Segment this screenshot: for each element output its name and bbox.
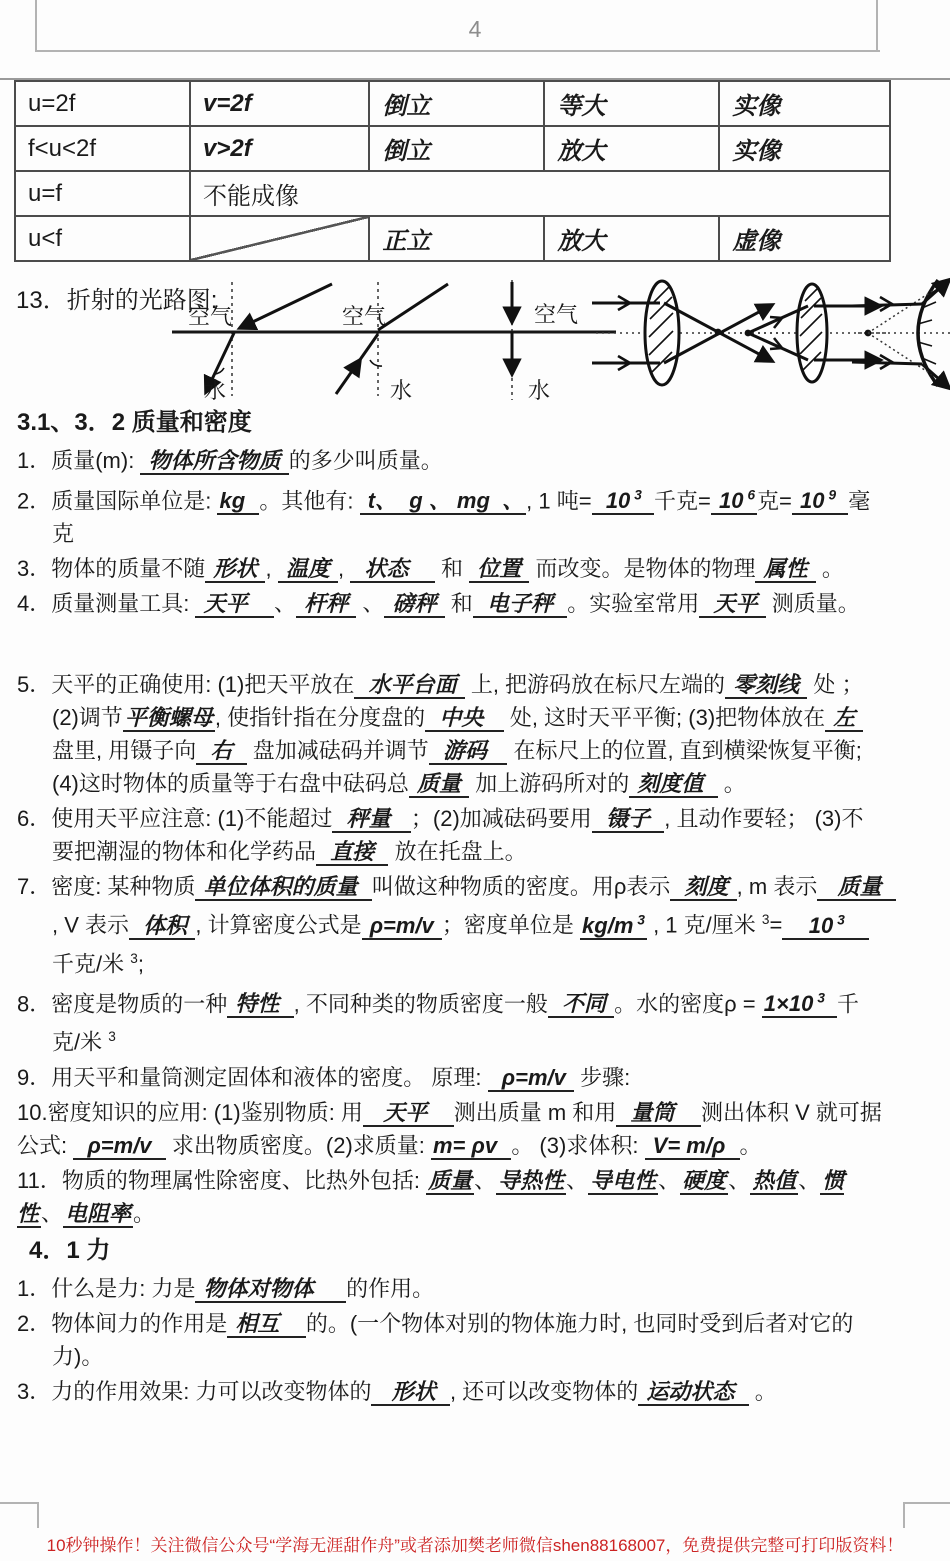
text-run: 加上游码所对的 xyxy=(469,771,630,797)
text-run: 。 xyxy=(739,1132,762,1158)
note-item xyxy=(17,479,885,550)
text-run: 千克= xyxy=(654,488,711,514)
text-run: 测质量。 xyxy=(765,591,860,617)
blank-answer: 9 xyxy=(826,488,838,515)
blank-answer: 形状 xyxy=(373,1378,449,1404)
blank-answer: 右 xyxy=(198,738,245,764)
blank-answer: ρ=m/v xyxy=(363,912,440,938)
page-edge-mark xyxy=(876,0,878,51)
blank-answer: V= m/ρ xyxy=(646,1132,738,1158)
table-row xyxy=(15,171,890,216)
page-edge-mark xyxy=(903,1502,905,1528)
text-run: 。 xyxy=(717,771,746,797)
table-cell: 等大 xyxy=(544,81,719,126)
text-run: 、 xyxy=(41,1200,64,1226)
table-cell: 倒立 xyxy=(369,126,544,171)
blank-answer: ρ=m/v xyxy=(75,1132,164,1158)
blank-answer: 刻度值 xyxy=(631,771,716,797)
table-cell: 实像 xyxy=(719,126,890,171)
text-run: ；密度单位是 xyxy=(441,912,581,938)
text-run: 在标尺上的位置, 直到横梁恢复平衡; (4)这时物体的质量等于右盘中砝码总 xyxy=(52,738,862,797)
section-heading: 3.1、3．2 质量和密度 xyxy=(17,409,252,436)
text-run: 。 (3)求体积: xyxy=(511,1132,645,1158)
superscript: 3 xyxy=(130,950,138,966)
superscript: 3 xyxy=(761,912,770,928)
blank-answer xyxy=(838,488,848,515)
text-run: 。 xyxy=(133,1200,156,1226)
blank-answer: 10 xyxy=(793,488,825,514)
light-path-diagrams xyxy=(0,276,950,404)
text-run: , 计算密度公式是 xyxy=(195,912,362,938)
note-item xyxy=(17,870,894,980)
blank-answer: 10 xyxy=(593,488,631,514)
table-row xyxy=(15,126,890,171)
refraction-normal-incidence-diagram xyxy=(466,280,616,403)
blank-answer: 质量 xyxy=(428,1167,473,1193)
blank-answer: 形状 xyxy=(207,556,264,582)
blank-answer: 导热性 xyxy=(498,1167,565,1193)
note-item xyxy=(17,552,885,585)
blank-answer: 物体对物体 xyxy=(197,1275,345,1301)
sections xyxy=(17,402,894,1410)
text-run: 。实验室常用 xyxy=(567,591,700,617)
svg-text:空气: 空气 xyxy=(188,304,233,329)
blank-answer: 质量 xyxy=(410,771,468,797)
footer-promo: 10秒钟操作！关注微信公众号“学海无涯甜作舟”或者添加樊老师微信shen88168007，免费提供完整可打印版资料！ xyxy=(46,1536,904,1555)
text-run: , xyxy=(265,556,278,582)
text-run: 4．质量测量工具: xyxy=(17,591,196,617)
note-item xyxy=(17,802,885,868)
text-run: = xyxy=(769,912,783,938)
text-run: , 1 克/厘米 xyxy=(646,912,762,938)
blank-answer: 3 xyxy=(632,488,644,515)
blank-answer: 3 xyxy=(815,991,827,1018)
text-run: , 使指针指在分度盘的 xyxy=(214,705,426,731)
text-run: , m 表示 xyxy=(736,874,818,900)
blank-answer: 3 xyxy=(835,913,847,940)
svg-text:水: 水 xyxy=(204,378,227,403)
text-run: 叫做这种物质的密度。用ρ表示 xyxy=(371,874,671,900)
text-run: 放在托盘上。 xyxy=(388,839,527,865)
blank-answer: 电子秤 xyxy=(474,591,566,617)
text-run: 的作用。 xyxy=(346,1275,435,1301)
text-run: , V 表示 xyxy=(52,912,130,938)
text-run: 和 xyxy=(434,556,470,582)
text-run: 的。(一个物体对别的物体施力时, 也同时受到后者对它的力)。 xyxy=(52,1310,854,1369)
blank-answer: 天平 xyxy=(364,1099,452,1125)
text-run: ；(2)加减砝码要用 xyxy=(410,806,592,832)
note-item xyxy=(17,587,885,620)
table-cell: v>2f xyxy=(190,126,369,171)
blank-answer: t、 g 、 mg 、 xyxy=(361,488,525,514)
text-run: 11．物质的物理属性除密度、比热外包括: xyxy=(17,1167,427,1193)
note-item xyxy=(17,1307,885,1373)
svg-text:空气: 空气 xyxy=(534,302,579,327)
blank-answer xyxy=(827,991,837,1018)
text-run: 。 xyxy=(748,1378,777,1404)
blank-answer: 属性 xyxy=(757,556,814,582)
svg-text:空气: 空气 xyxy=(342,304,387,329)
note-item xyxy=(17,1164,885,1230)
blank-answer: 温度 xyxy=(279,556,336,582)
blank-answer: 天平 xyxy=(197,591,273,617)
text-run: 而改变。是物体的物理 xyxy=(529,556,756,582)
table-cell: 倒立 xyxy=(369,81,544,126)
blank-answer: 直接 xyxy=(318,839,387,865)
text-run: 的多少叫质量。 xyxy=(288,448,443,473)
text-run: 1．什么是力: 力是 xyxy=(17,1275,196,1301)
blank-answer: 10 xyxy=(712,488,744,514)
blank-answer: 惯性 xyxy=(17,1167,845,1226)
blank-answer xyxy=(847,913,869,940)
blank-answer: 状态 xyxy=(352,556,433,582)
blank-answer: 中央 xyxy=(427,705,502,731)
blank-answer: 水平台面 xyxy=(356,672,463,698)
text-run: 千克/米 xyxy=(52,950,131,976)
blank-answer: 10 xyxy=(784,912,834,938)
text-run: 千克/米 xyxy=(52,991,860,1055)
text-run: 上, 把游码放在标尺左端的 xyxy=(464,672,726,698)
text-run: , 1 吨= xyxy=(526,488,592,514)
text-run: , 不同种类的物质密度一般 xyxy=(293,991,548,1017)
note-item xyxy=(17,1061,885,1094)
text-run: 测出质量 m 和用 xyxy=(453,1099,617,1125)
page-edge-mark xyxy=(37,1502,39,1528)
text-run: 、 xyxy=(798,1167,821,1193)
text-run: 。其他有: xyxy=(259,488,360,514)
svg-text:水: 水 xyxy=(390,378,413,403)
text-run: 1．质量(m): xyxy=(17,448,141,473)
page-edge-mark xyxy=(904,1502,950,1504)
blank-answer: 体积 xyxy=(131,912,194,938)
text-run: 5．天平的正确使用: (1)把天平放在 xyxy=(17,672,355,698)
table-cell: v=2f xyxy=(190,81,369,126)
blank-answer: 不同 xyxy=(549,991,613,1017)
table-row xyxy=(15,81,890,126)
lens-imaging-table xyxy=(14,80,891,262)
table-cell: 虚像 xyxy=(719,216,890,261)
blank-answer: m= ρv xyxy=(433,1132,510,1158)
text-run: 求出物质密度。(2)求质量: xyxy=(165,1132,431,1158)
blank-answer: kg xyxy=(219,488,258,514)
blank-answer: 特性 xyxy=(229,991,292,1017)
blank-answer: 秤量 xyxy=(334,806,409,832)
blank-answer: 6 xyxy=(745,488,757,515)
text-run: 和 xyxy=(444,591,473,617)
blank-answer: 热值 xyxy=(752,1167,797,1193)
text-run: 、 xyxy=(566,1167,589,1193)
text-run: 10.密度知识的应用: (1)鉴别物质: 用 xyxy=(17,1099,363,1125)
blank-answer: ρ=m/v xyxy=(489,1064,572,1090)
text-run: 盘里, 用镊子向 xyxy=(52,738,197,764)
text-run: 7．密度: 某种物质 xyxy=(17,874,196,900)
refraction-label: 13．折射的光路图: xyxy=(16,287,218,314)
superscript: 3 xyxy=(108,1029,116,1045)
blank-answer xyxy=(644,488,654,515)
note-item xyxy=(17,1096,885,1162)
note-item xyxy=(17,1272,885,1305)
text-run: , xyxy=(337,556,351,582)
text-run: 。 xyxy=(815,556,844,582)
blank-answer: 天平 xyxy=(701,591,764,617)
text-run: , 还可以改变物体的 xyxy=(450,1378,639,1404)
text-run: 毫克 xyxy=(52,488,871,547)
text-run: 2．质量国际单位是: xyxy=(17,488,218,514)
text-run: , 且动作要轻； (3)不要把潮湿的物体和化学药品 xyxy=(52,806,864,865)
table-cell xyxy=(190,216,369,261)
blank-answer: 磅秤 xyxy=(386,591,443,617)
blank-answer: 零刻线 xyxy=(727,672,806,698)
section-heading: 4．1 力 xyxy=(29,1236,111,1264)
blank-answer: 杆秤 xyxy=(298,591,355,617)
text-run: 、 xyxy=(356,591,385,617)
table-cell: u=2f xyxy=(15,81,190,126)
blank-answer: 3 xyxy=(635,913,647,940)
text-run: 8．密度是物质的一种 xyxy=(17,991,228,1017)
table-cell: 放大 xyxy=(544,216,719,261)
text-run: 。水的密度ρ = xyxy=(614,991,762,1017)
svg-text:水: 水 xyxy=(528,378,551,403)
text-run: 、 xyxy=(728,1167,751,1193)
blank-answer: 电阻率 xyxy=(65,1200,132,1226)
page-edge-mark xyxy=(0,1502,38,1504)
text-run: 克= xyxy=(757,488,792,514)
table-cell: 放大 xyxy=(544,126,719,171)
text-run: 9．用天平和量筒测定固体和液体的密度。 原理: xyxy=(17,1064,488,1090)
refraction-air-to-water-diagram xyxy=(172,282,388,403)
note-item xyxy=(17,668,885,800)
table-cell: 正立 xyxy=(369,216,544,261)
text-run: 步骤: xyxy=(574,1064,631,1090)
refraction-diagrams xyxy=(0,276,950,404)
table-cell: f<u<2f xyxy=(15,126,190,171)
text-run: 6．使用天平应注意: (1)不能超过 xyxy=(17,806,333,832)
table-cell: u<f xyxy=(15,216,190,261)
text-run: 测出体积 V 就可据公式: xyxy=(17,1099,882,1158)
lens-table-body xyxy=(15,81,890,261)
text-run: 、 xyxy=(274,591,297,617)
text-run: 2．物体间力的作用是 xyxy=(17,1310,228,1336)
page-edge-mark xyxy=(35,50,880,52)
blank-answer: 相互 xyxy=(229,1310,304,1336)
page-number: 4 xyxy=(468,16,482,42)
blank-answer: 运动状态 xyxy=(640,1378,747,1404)
blank-answer: 位置 xyxy=(471,556,528,582)
blank-answer: kg/m xyxy=(582,912,634,938)
concave-mirror-diagram xyxy=(852,280,950,388)
text-run: 盘加减砝码并调节 xyxy=(246,738,429,764)
blank-answer: 硬度 xyxy=(682,1167,727,1193)
blank-answer: 导电性 xyxy=(590,1167,657,1193)
blank-answer: 质量 xyxy=(819,874,894,900)
blank-answer: 1×10 xyxy=(763,991,814,1017)
blank-answer: 游码 xyxy=(430,738,506,764)
blank-answer: 物体所含物质 xyxy=(142,448,287,473)
refraction-water-to-air-diagram xyxy=(328,282,492,403)
blank-answer: 左 xyxy=(827,705,862,731)
page-edge-mark xyxy=(35,0,37,51)
note-item xyxy=(17,1375,885,1408)
blank-answer: 量筒 xyxy=(618,1099,699,1125)
text-run: 3．力的作用效果: 力可以改变物体的 xyxy=(17,1378,372,1404)
blank-answer: 单位体积的质量 xyxy=(197,874,370,900)
note-item xyxy=(17,444,885,477)
table-row xyxy=(15,216,890,261)
text-run: 、 xyxy=(658,1167,681,1193)
blank-answer: 刻度 xyxy=(672,874,735,900)
table-cell: u=f xyxy=(15,171,190,216)
text-run: 3．物体的质量不随 xyxy=(17,556,206,582)
note-item xyxy=(17,982,885,1059)
text-run: 处, 这时天平平衡; (3)把物体放在 xyxy=(503,705,826,731)
text-run: 处 ；(2)调节 xyxy=(52,672,864,731)
blank-answer: 镊子 xyxy=(593,806,663,832)
text-run: ; xyxy=(137,950,144,976)
table-cell: 不能成像 xyxy=(190,171,890,216)
text-run: 、 xyxy=(474,1167,497,1193)
table-cell: 实像 xyxy=(719,81,890,126)
blank-answer: 平衡螺母 xyxy=(124,705,213,731)
